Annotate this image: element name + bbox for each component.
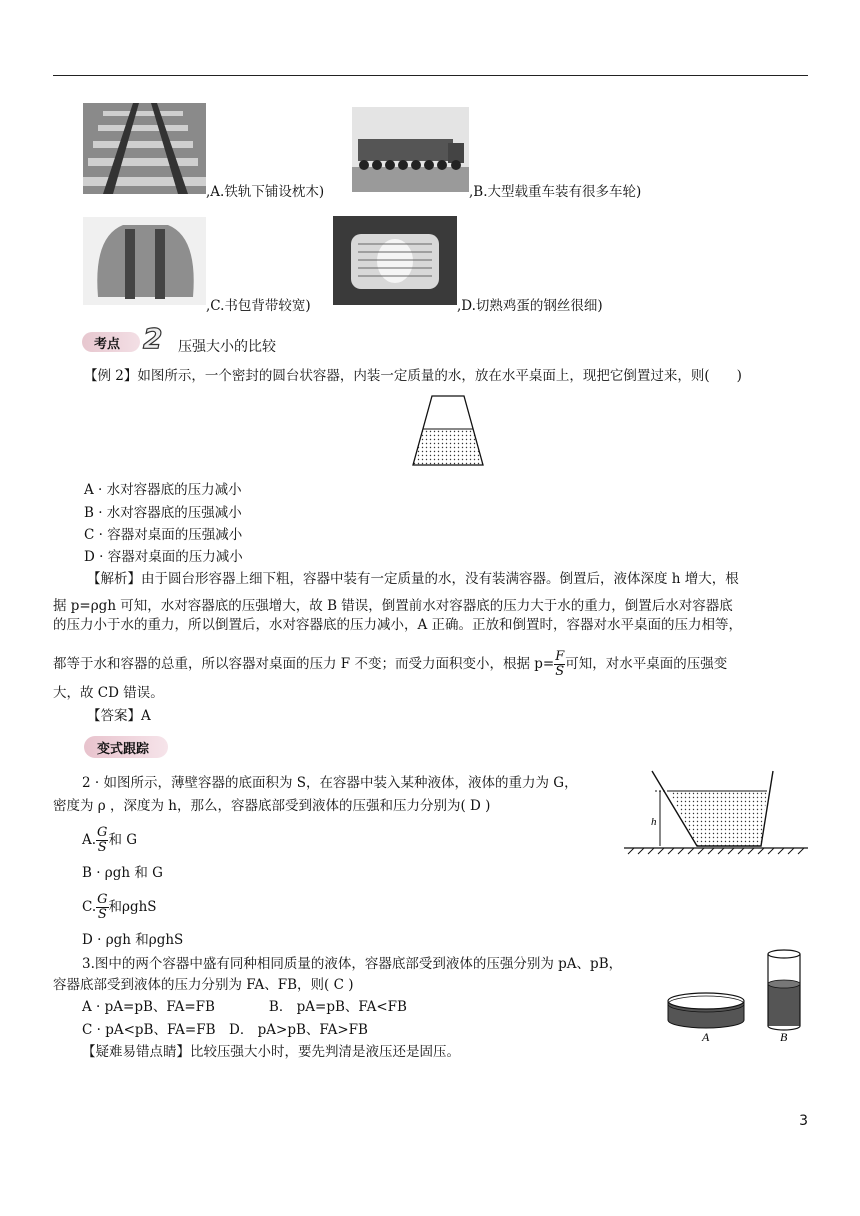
container-b-label: B — [780, 1030, 788, 1044]
analysis-line-4-start: 都等于水和容器的总重，所以容器对桌面的压力 F 不变；而受力面积变小，根据 p= — [53, 656, 555, 672]
example-stem: 【例 2】如图所示，一个密封的圆台状容器，内装一定质量的水，放在水平桌面上，现把它倒置过来，则( ) — [84, 368, 742, 384]
q2-line-1: 2 · 如图所示，薄壁容器的底面积为 S，在容器中装入某种液体，液体的重力为 G， — [82, 775, 578, 791]
q2-line-2: 密度为 ρ ，深度为 h，那么，容器底部受到液体的压强和压力分别为( D ) — [53, 798, 491, 814]
two-containers-figure — [664, 946, 814, 1044]
q2-option-d: D · ρgh 和ρghS — [82, 932, 184, 948]
container-a-label: A — [702, 1030, 710, 1044]
analysis-line-5: 大，故 CD 错误。 — [53, 685, 164, 701]
practice-badge-label: 变式跟踪 — [97, 742, 150, 757]
thin-wall-container-figure — [624, 768, 808, 856]
page-number: 3 — [799, 1113, 808, 1129]
example-option-d: D · 容器对桌面的压力减小 — [84, 549, 243, 565]
egg-slicer-photo — [333, 216, 457, 305]
fraction-g-over-s: $\frac{G}{S}$ — [97, 825, 108, 855]
q3-tip: 【疑难易错点睛】比较压强大小时，要先判清是液压还是固压。 — [82, 1044, 460, 1060]
analysis-line-4-end: 可知，对水平桌面的压强变 — [565, 656, 728, 672]
q3-line-1: 3.图中的两个容器中盛有同种相同质量的液体，容器底部受到液体的压强分别为 pA、pB， — [82, 956, 623, 972]
q2-option-c: C. $\frac{G}{S}$ 和ρghS — [82, 892, 157, 922]
q2-option-c-text: 和ρghS — [108, 899, 157, 915]
section-badge-label: 考点 — [94, 337, 121, 352]
analysis-line-1: 【解析】由于圆台形容器上细下粗，容器中装有一定质量的水，没有装满容器。倒置后，液体深度 h 增大，根 — [87, 571, 739, 587]
example-option-b: B · 水对容器底的压强减小 — [84, 505, 242, 521]
backpack-photo — [83, 217, 206, 305]
h-label: h — [651, 816, 657, 828]
fraction-g-over-s-c: $\frac{G}{S}$ — [97, 892, 108, 922]
analysis-line-3: 的压力小于水的重力，所以倒置后，水对容器底的压力减小，A 正确。正放和倒置时，容器对水平桌面的压力相等， — [53, 617, 743, 633]
image-caption-c: ,C.书包背带较宽) — [206, 298, 311, 314]
image-caption-d: ,D.切熟鸡蛋的钢丝很细) — [457, 298, 603, 314]
q2-option-a-text: 和 G — [108, 832, 138, 848]
heavy-truck-photo — [352, 107, 469, 192]
analysis-line-4 — [53, 650, 727, 679]
fraction-f-over-s: $\frac{F}{S}$ — [555, 649, 565, 679]
section-badge — [82, 332, 140, 352]
q3-line-2: 容器底部受到液体的压力分别为 FA、FB，则( C ) — [53, 977, 354, 993]
q2-option-a: A. $\frac{G}{S}$ 和 G — [82, 825, 138, 855]
image-caption-a: ,A.铁轨下铺设枕木) — [206, 184, 325, 200]
section-number: 2 — [143, 322, 163, 355]
example-option-a: A · 水对容器底的压力减小 — [84, 482, 242, 498]
header-rule — [53, 75, 808, 76]
analysis-line-2: 据 p=ρgh 可知，水对容器底的压强增大，故 B 错误，倒置前水对容器底的压力大于水的重力，倒置后水对容器底 — [53, 598, 733, 614]
frustum-container-figure — [405, 394, 491, 468]
image-caption-b: ,B.大型载重车装有很多车轮) — [469, 184, 642, 200]
q2-option-b: B · ρgh 和 G — [82, 865, 163, 881]
example-answer: 【答案】A — [87, 708, 151, 724]
railway-track-photo — [83, 103, 206, 194]
q3-options-cd: C · pA<pB、FA=FB D． pA>pB、FA>FB — [82, 1022, 368, 1038]
practice-badge — [84, 736, 168, 758]
example-option-c: C · 容器对桌面的压强减小 — [84, 527, 243, 543]
section-title: 压强大小的比较 — [178, 339, 276, 355]
q3-options-ab: A · pA=pB、FA=FB B． pA=pB、FA<FB — [82, 999, 407, 1015]
